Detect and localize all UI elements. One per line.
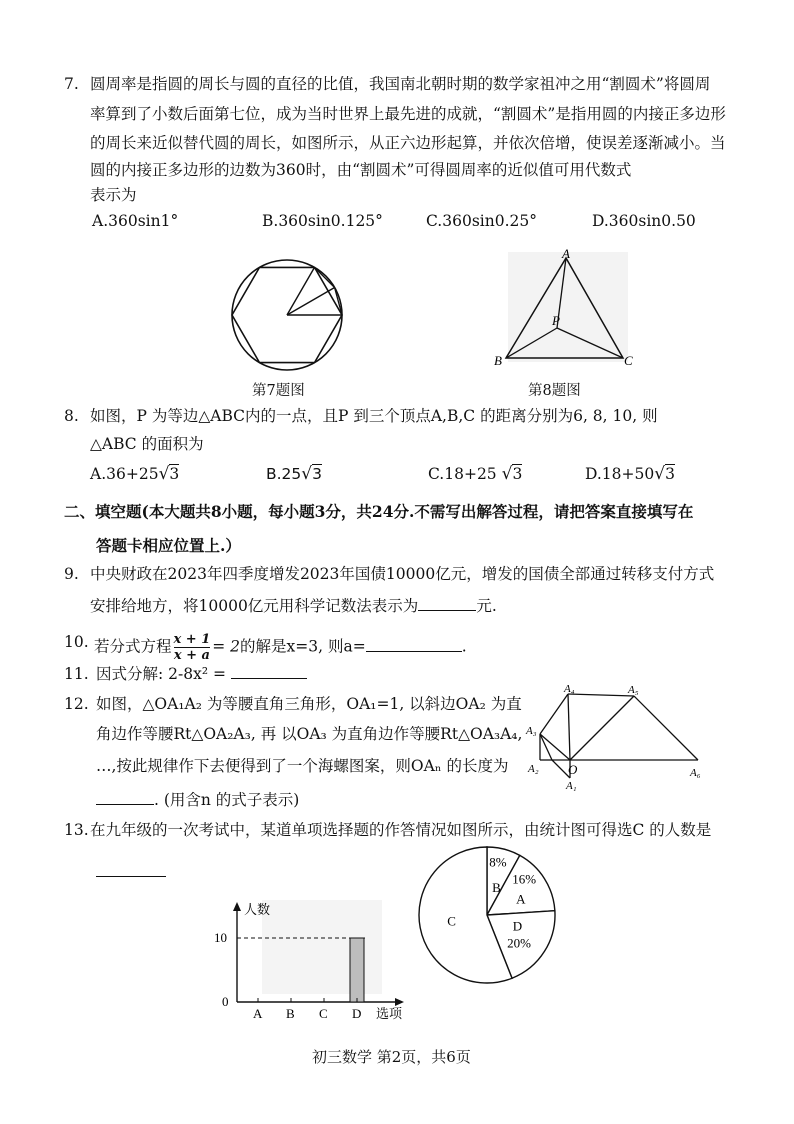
fig12-label-a4: A₄ (564, 683, 575, 695)
fig12-label-a1: A₁ (566, 780, 577, 792)
q7-option-b: B.360sin0.125° (262, 212, 383, 230)
q8-option-a: A.36+25√3 (90, 464, 180, 484)
q8-text-line-1: 如图，P 为等边△ABC内的一点，且P 到三个顶点A,B,C 的距离分别为6, 8, 10, 则 (90, 407, 658, 425)
q7-text-line-5: 表示为 (90, 186, 137, 204)
bar-chart-category-A: A (253, 1006, 263, 1021)
q10-fraction-numerator: x + 1 (173, 632, 211, 647)
fig8-label-p: P (552, 313, 560, 328)
section-2-heading-line-1: 二、填空题(本大题共8小题，每小题3分，共24分.不需写出解答过程，请把答案直接填写在 (64, 502, 694, 521)
q8-number: 8. (64, 407, 79, 425)
q8-option-c: C.18+25 √3 (428, 464, 523, 484)
q8-option-d: D.18+50√3 (585, 464, 675, 484)
q11-answer-blank[interactable] (231, 664, 307, 679)
q12-text-line-1: 如图，△OA₁A₂ 为等腰直角三角形，OA₁=1, 以斜边OA₂ 为直 (96, 695, 522, 713)
q11-text: 因式分解: 2-8x² = (96, 664, 307, 684)
q7-text-line-3: 的周长来近似替代圆的周长，如图所示，从正六边形起算，并依次倍增，使误差逐渐减小。当 (90, 134, 726, 152)
q13-bar-chart (200, 896, 420, 1026)
pie-percent-B: 8% (489, 854, 507, 870)
pie-label-C: C (447, 913, 456, 929)
pie-percent-D: 20% (507, 935, 532, 951)
pie-label-D: D (512, 918, 523, 934)
bar-chart-category-C: C (319, 1006, 328, 1021)
fig12-label-a6: A₆ (690, 767, 701, 779)
q7-text-line-2: 率算到了小数后面第七位，成为当时世界上最先进的成就，“割圆术”是指用圆的内接正多边形 (90, 105, 726, 123)
q13-text: 在九年级的一次考试中，某道单项选择题的作答情况如图所示，由统计图可得选C 的人数是 (90, 821, 712, 839)
q9-text-line-1: 中央财政在2023年四季度增发2023年国债10000亿元，增发的国债全部通过转移支付方式 (90, 565, 715, 583)
fig8-label-c: C (624, 353, 633, 368)
fig8-caption: 第8题图 (528, 383, 581, 399)
bar-chart-category-B: B (286, 1006, 295, 1021)
q9-number: 9. (64, 565, 79, 583)
pie-label-A: A (516, 891, 526, 907)
bar-chart-bar-D (350, 938, 364, 1002)
pie-percent-A: 16% (512, 871, 537, 887)
section-2-heading-line-2: 答题卡相应位置上.） (96, 536, 241, 555)
q10-text: 若分式方程 $\frac{x + 1}{x + a}$ = 2的解是x=3, 则a= . (94, 632, 467, 663)
fig12-label-o: O (568, 762, 578, 777)
q8-text-line-2: △ABC 的面积为 (90, 435, 204, 453)
q9-text-line-2: 安排给地方，将10000亿元用科学记数法表示为 元. (90, 597, 497, 615)
fig12-spiral-diagram (522, 680, 712, 792)
q13-number: 13. (64, 821, 89, 839)
fig7-caption: 第7题图 (252, 383, 305, 399)
bar-chart-category-D: D (352, 1006, 362, 1021)
q10-number: 10. (64, 633, 89, 651)
q13-pie-chart (412, 840, 562, 990)
q7-option-c: C.360sin0.25° (426, 212, 537, 230)
q7-option-d: D.360sin0.50 (592, 212, 696, 230)
fig8-triangle-diagram (488, 246, 638, 374)
q12-answer-blank[interactable] (96, 790, 154, 805)
q11-number: 11. (64, 665, 89, 683)
page-footer: 初三数学 第2页，共6页 (312, 1048, 471, 1066)
q7-option-a: A.360sin1° (92, 212, 179, 230)
bar-chart-xlabel: 选项 (376, 1006, 403, 1021)
q7-text-line-1: 圆周率是指圆的周长与圆的直径的比值，我国南北朝时期的数学家祖冲之用“割圆术”将圆周 (90, 75, 711, 93)
q10-answer-blank[interactable] (366, 637, 462, 652)
q13-answer-blank[interactable] (96, 862, 166, 877)
q8-option-b: B.25√3 (266, 464, 323, 484)
fig12-label-a2: A₂ (528, 763, 539, 775)
q9-answer-blank[interactable] (418, 596, 476, 611)
fig8-label-b: B (494, 353, 502, 368)
q10-fraction-denominator: x + a (173, 648, 210, 663)
q7-text-line-4: 圆的内接正多边形的边数为360时，由“割圆术”可得圆周率的近似值可用代数式 (90, 161, 632, 179)
fig12-label-a5: A₅ (628, 684, 639, 696)
q12-text-line-2: 角边作等腰Rt△OA₂A₃, 再 以OA₃ 为直角边作等腰Rt△OA₃A₄, (96, 725, 523, 743)
q12-text-line-4: . (用含n 的式子表示) (96, 790, 299, 810)
bar-chart-ytick-10: 10 (214, 930, 227, 945)
fig12-label-a3: A₃ (526, 725, 537, 737)
pie-label-B: B (492, 880, 501, 896)
bar-chart-ytick-0: 0 (222, 994, 229, 1009)
bar-chart-ylabel: 人数 (244, 902, 271, 917)
fig8-label-a: A (562, 246, 570, 261)
fig7-circle-hexagon-diagram (222, 250, 352, 380)
q12-text-line-3: …,按此规律作下去便得到了一个海螺图案，则OAₙ 的长度为 (96, 757, 509, 775)
q12-number: 12. (64, 695, 89, 713)
q7-number: 7. (64, 75, 79, 93)
